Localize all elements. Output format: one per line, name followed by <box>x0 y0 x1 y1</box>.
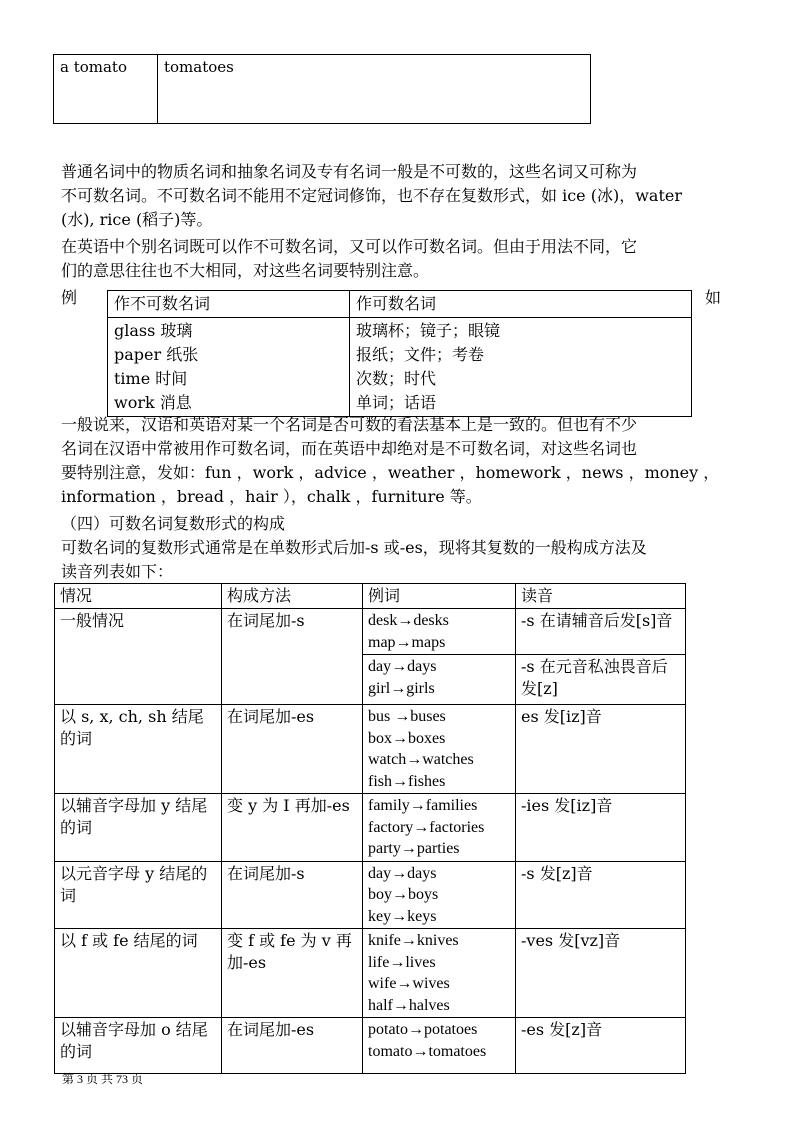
text-line: 们的意思往往也不大相同，对这些名词要特别注意。 <box>61 261 430 280</box>
cell-line: paper 纸张 <box>114 345 199 364</box>
example-word: key→keys <box>368 907 437 925</box>
paragraph-dual-usage <box>61 235 741 283</box>
table-cell <box>108 318 350 417</box>
cell-line: time 时间 <box>114 369 188 388</box>
example-word: map→maps <box>368 633 446 651</box>
table-cell <box>363 655 516 705</box>
table-header: 作不可数名词 <box>108 291 350 318</box>
plural-rules-table <box>54 583 686 1074</box>
table-header: 构成方法 <box>222 584 363 609</box>
paragraph-uncountable-intro <box>61 160 741 232</box>
cell-line: 玻璃杯；镜子；眼镜 <box>356 321 501 340</box>
text-line: 可数名词的复数形式通常是在单数形式后加-s 或-es，现将其复数的一般构成方法及 <box>61 538 647 557</box>
table-cell: 在词尾加-es <box>222 1018 363 1074</box>
cell-line: 报纸；文件；考卷 <box>356 345 485 364</box>
table-header: 读音 <box>516 584 686 609</box>
example-label-left: 例 <box>61 288 78 307</box>
example-word: fish→fishes <box>368 772 446 790</box>
table-cell: 在词尾加-s <box>222 609 363 705</box>
table-cell: a tomato <box>54 55 158 124</box>
table-header-row <box>55 584 686 609</box>
text-line: 一般说来，汉语和英语对某一个名词是否可数的看法基本上是一致的。但也有不少 <box>61 415 638 434</box>
table-cell: 以辅音字母加 o 结尾的词 <box>55 1018 222 1074</box>
table-cell: 以 s, x, ch, sh 结尾的词 <box>55 705 222 794</box>
text-line: 在英语中个别名词既可以作不可数名词，又可以作可数名词。但由于用法不同，它 <box>61 237 638 256</box>
example-word: potato→potatoes <box>368 1021 478 1038</box>
example-word: boy→boys <box>368 886 439 903</box>
table-cell <box>363 929 516 1018</box>
table-cell: -s 在元音私浊畏音后发[z] <box>516 655 686 705</box>
table-header-row <box>108 291 692 318</box>
text-line: 名词在汉语中常被用作可数名词，而在英语中却绝对是不可数名词，对这些名词也 <box>61 439 638 458</box>
table-row <box>54 55 591 124</box>
table-cell: -ies 发[iz]音 <box>516 794 686 862</box>
table-cell: es 发[iz]音 <box>516 705 686 794</box>
table-row <box>55 794 686 862</box>
example-word: factory→factories <box>368 818 485 836</box>
table-cell: -ves 发[vz]音 <box>516 929 686 1018</box>
example-word: family→families <box>368 797 478 814</box>
example-word: watch→watches <box>368 751 474 768</box>
paragraph-plural-intro <box>61 536 741 584</box>
text-line: 读音列表如下： <box>61 562 174 581</box>
table-cell <box>363 794 516 862</box>
text-line: 不可数名词。不可数名词不能用不定冠词修饰，也不存在复数形式，如 ice (冰)，water <box>61 186 682 205</box>
example-table <box>107 290 692 417</box>
page-footer: 第 3 页 共 73 页 <box>62 1072 144 1086</box>
continued-table <box>53 54 591 124</box>
example-word: tomato→tomatoes <box>368 1042 487 1060</box>
text-line: 普通名词中的物质名词和抽象名词及专有名词一般是不可数的，这些名词又可称为 <box>61 162 638 181</box>
cell-line: 次数；时代 <box>356 369 437 388</box>
table-row <box>55 609 686 655</box>
table-cell: 以元音字母 y 结尾的词 <box>55 861 222 929</box>
example-word: knife→knives <box>368 932 459 949</box>
example-word: bus →buses <box>368 708 446 725</box>
table-cell: -es 发[z]音 <box>516 1018 686 1074</box>
table-row <box>55 929 686 1018</box>
table-cell: 以 f 或 fe 结尾的词 <box>55 929 222 1018</box>
example-word: box→boxes <box>368 729 446 747</box>
text-line: 要特别注意，发如：fun ，work ，advice ，weather ，homework ，news ，money ， <box>61 463 720 482</box>
table-cell <box>363 861 516 929</box>
table-cell: 在词尾加-es <box>222 705 363 794</box>
table-cell: 变 f 或 fe 为 v 再加-es <box>222 929 363 1018</box>
example-word: girl→girls <box>368 679 435 697</box>
table-row <box>108 318 692 417</box>
example-word: wife→wives <box>368 975 450 992</box>
table-cell: -s 在请辅音后发[s]音 <box>516 609 686 655</box>
text-line: (水), rice (稻子)等。 <box>61 210 213 229</box>
cell-line: 单词；话语 <box>356 393 437 412</box>
table-header: 例词 <box>363 584 516 609</box>
table-row <box>55 1018 686 1074</box>
table-cell: -s 发[z]音 <box>516 861 686 929</box>
table-cell <box>350 318 692 417</box>
table-row <box>55 861 686 929</box>
table-cell <box>363 609 516 655</box>
cell-line: glass 玻璃 <box>114 321 193 340</box>
example-label-right: 如 <box>705 288 722 307</box>
example-word: day→days <box>368 658 437 675</box>
table-header: 情况 <box>55 584 222 609</box>
paragraph-special-uncountables <box>61 413 761 509</box>
table-header: 作可数名词 <box>350 291 692 318</box>
table-cell <box>363 705 516 794</box>
table-row <box>55 705 686 794</box>
section-title: （四）可数名词复数形式的构成 <box>61 514 286 533</box>
table-cell: 在词尾加-s <box>222 861 363 929</box>
example-word: day→days <box>368 864 437 882</box>
table-cell <box>363 1018 516 1074</box>
table-cell: 一般情况 <box>55 609 222 705</box>
cell-line: work 消息 <box>114 393 192 412</box>
text-line: information ，bread ，hair ），chalk ，furniture 等。 <box>61 487 482 506</box>
table-cell: tomatoes <box>158 55 591 124</box>
example-word: party→parties <box>368 840 460 857</box>
example-word: half→halves <box>368 996 450 1014</box>
example-word: desk→desks <box>368 612 449 629</box>
table-cell: 以辅音字母加 y 结尾的词 <box>55 794 222 862</box>
table-cell: 变 y 为 I 再加-es <box>222 794 363 862</box>
example-word: life→lives <box>368 953 436 971</box>
